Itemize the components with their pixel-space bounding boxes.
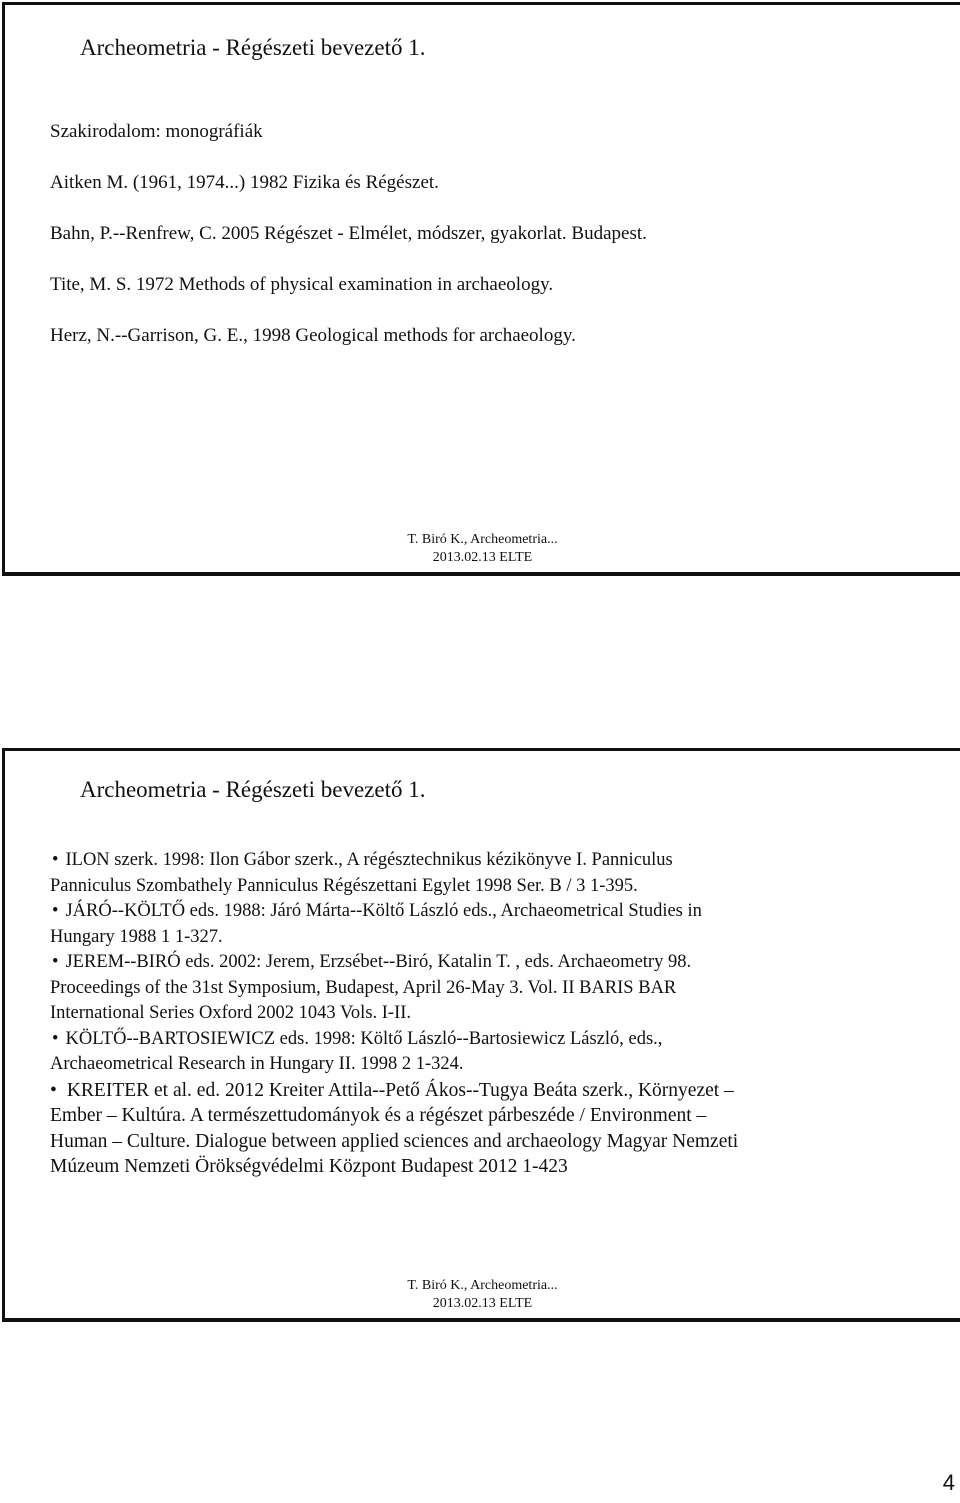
- bullet-icon: •: [52, 1028, 59, 1049]
- bullet-icon: •: [52, 850, 59, 870]
- reference-item: [50, 899, 750, 950]
- slide-2-title: Archeometria - Régészeti bevezető 1.: [80, 777, 426, 802]
- list-item: Bahn, P.--Renfrew, C. 2005 Régészet - Elmélet, módszer, gyakorlat. Budapest.: [50, 223, 647, 244]
- reference-text: JEREM--BIRÓ eds. 2002: Jerem, Erzsébet--Biró, Katalin T. , eds. Archaeometry 98. Proceedings of the 31st Symposium, Budapest, April 26-May 3. Vol. II BARIS BAR International Series Oxford 2002 1043 Vols. I-II.: [50, 952, 692, 1023]
- slide-2-footer: [5, 1277, 960, 1313]
- footer-date: 2013.02.13 ELTE: [432, 1296, 533, 1311]
- slide-1-title: Archeometria - Régészeti bevezető 1.: [80, 35, 426, 60]
- slide-2: [2, 748, 960, 1322]
- section-heading: Szakirodalom: monográfiák: [50, 121, 263, 142]
- footer-author: T. Biró K., Archeometria...: [407, 1278, 558, 1293]
- reference-text: JÁRÓ--KÖLTŐ eds. 1988: Járó Márta--Költő László eds., Archaeometrical Studies in Hungary 1988 1 1-327.: [50, 901, 702, 947]
- list-item: Herz, N.--Garrison, G. E., 1998 Geological methods for archaeology.: [50, 325, 576, 346]
- list-item: Aitken M. (1961, 1974...) 1982 Fizika és Régészet.: [50, 172, 439, 193]
- reference-item: [50, 950, 750, 1027]
- reference-text: KÖLTŐ--BARTOSIEWICZ eds. 1998: Költő László--Bartosiewicz László, eds., Archaeometrical Research in Hungary II. 1998 2 1-324.: [50, 1028, 663, 1074]
- reference-text: KREITER et al. ed. 2012 Kreiter Attila--Pető Ákos--Tugya Beáta szerk., Környezet – Ember – Kultúra. A természettudományok és a régészet párbeszéde / Environment – Human – Culture. Dialogue between applied sciences and archaeology Magyar Nemzeti Múzeum Nemzeti Örökségvédelmi Központ Budapest 2012 1-423: [50, 1079, 739, 1177]
- footer-date: 2013.02.13 ELTE: [432, 550, 533, 565]
- page-number: 4: [942, 1470, 955, 1495]
- bullet-icon: •: [52, 901, 59, 921]
- reference-list: [50, 848, 750, 1180]
- reference-item: [50, 1078, 750, 1180]
- bullet-icon: •: [52, 952, 59, 972]
- list-item: Tite, M. S. 1972 Methods of physical examination in archaeology.: [50, 274, 554, 295]
- reference-item: [50, 848, 750, 899]
- slide-1: [2, 2, 960, 576]
- bullet-icon: •: [50, 1079, 57, 1101]
- reference-item: [50, 1027, 750, 1078]
- footer-author: T. Biró K., Archeometria...: [407, 532, 558, 547]
- slide-1-content: [50, 120, 647, 375]
- slide-1-footer: [5, 531, 960, 567]
- reference-text: ILON szerk. 1998: Ilon Gábor szerk., A régésztechnikus kézikönyve I. Panniculus Panniculus Szombathely Panniculus Régészettani Egylet 1998 Ser. B / 3 1-395.: [50, 850, 673, 896]
